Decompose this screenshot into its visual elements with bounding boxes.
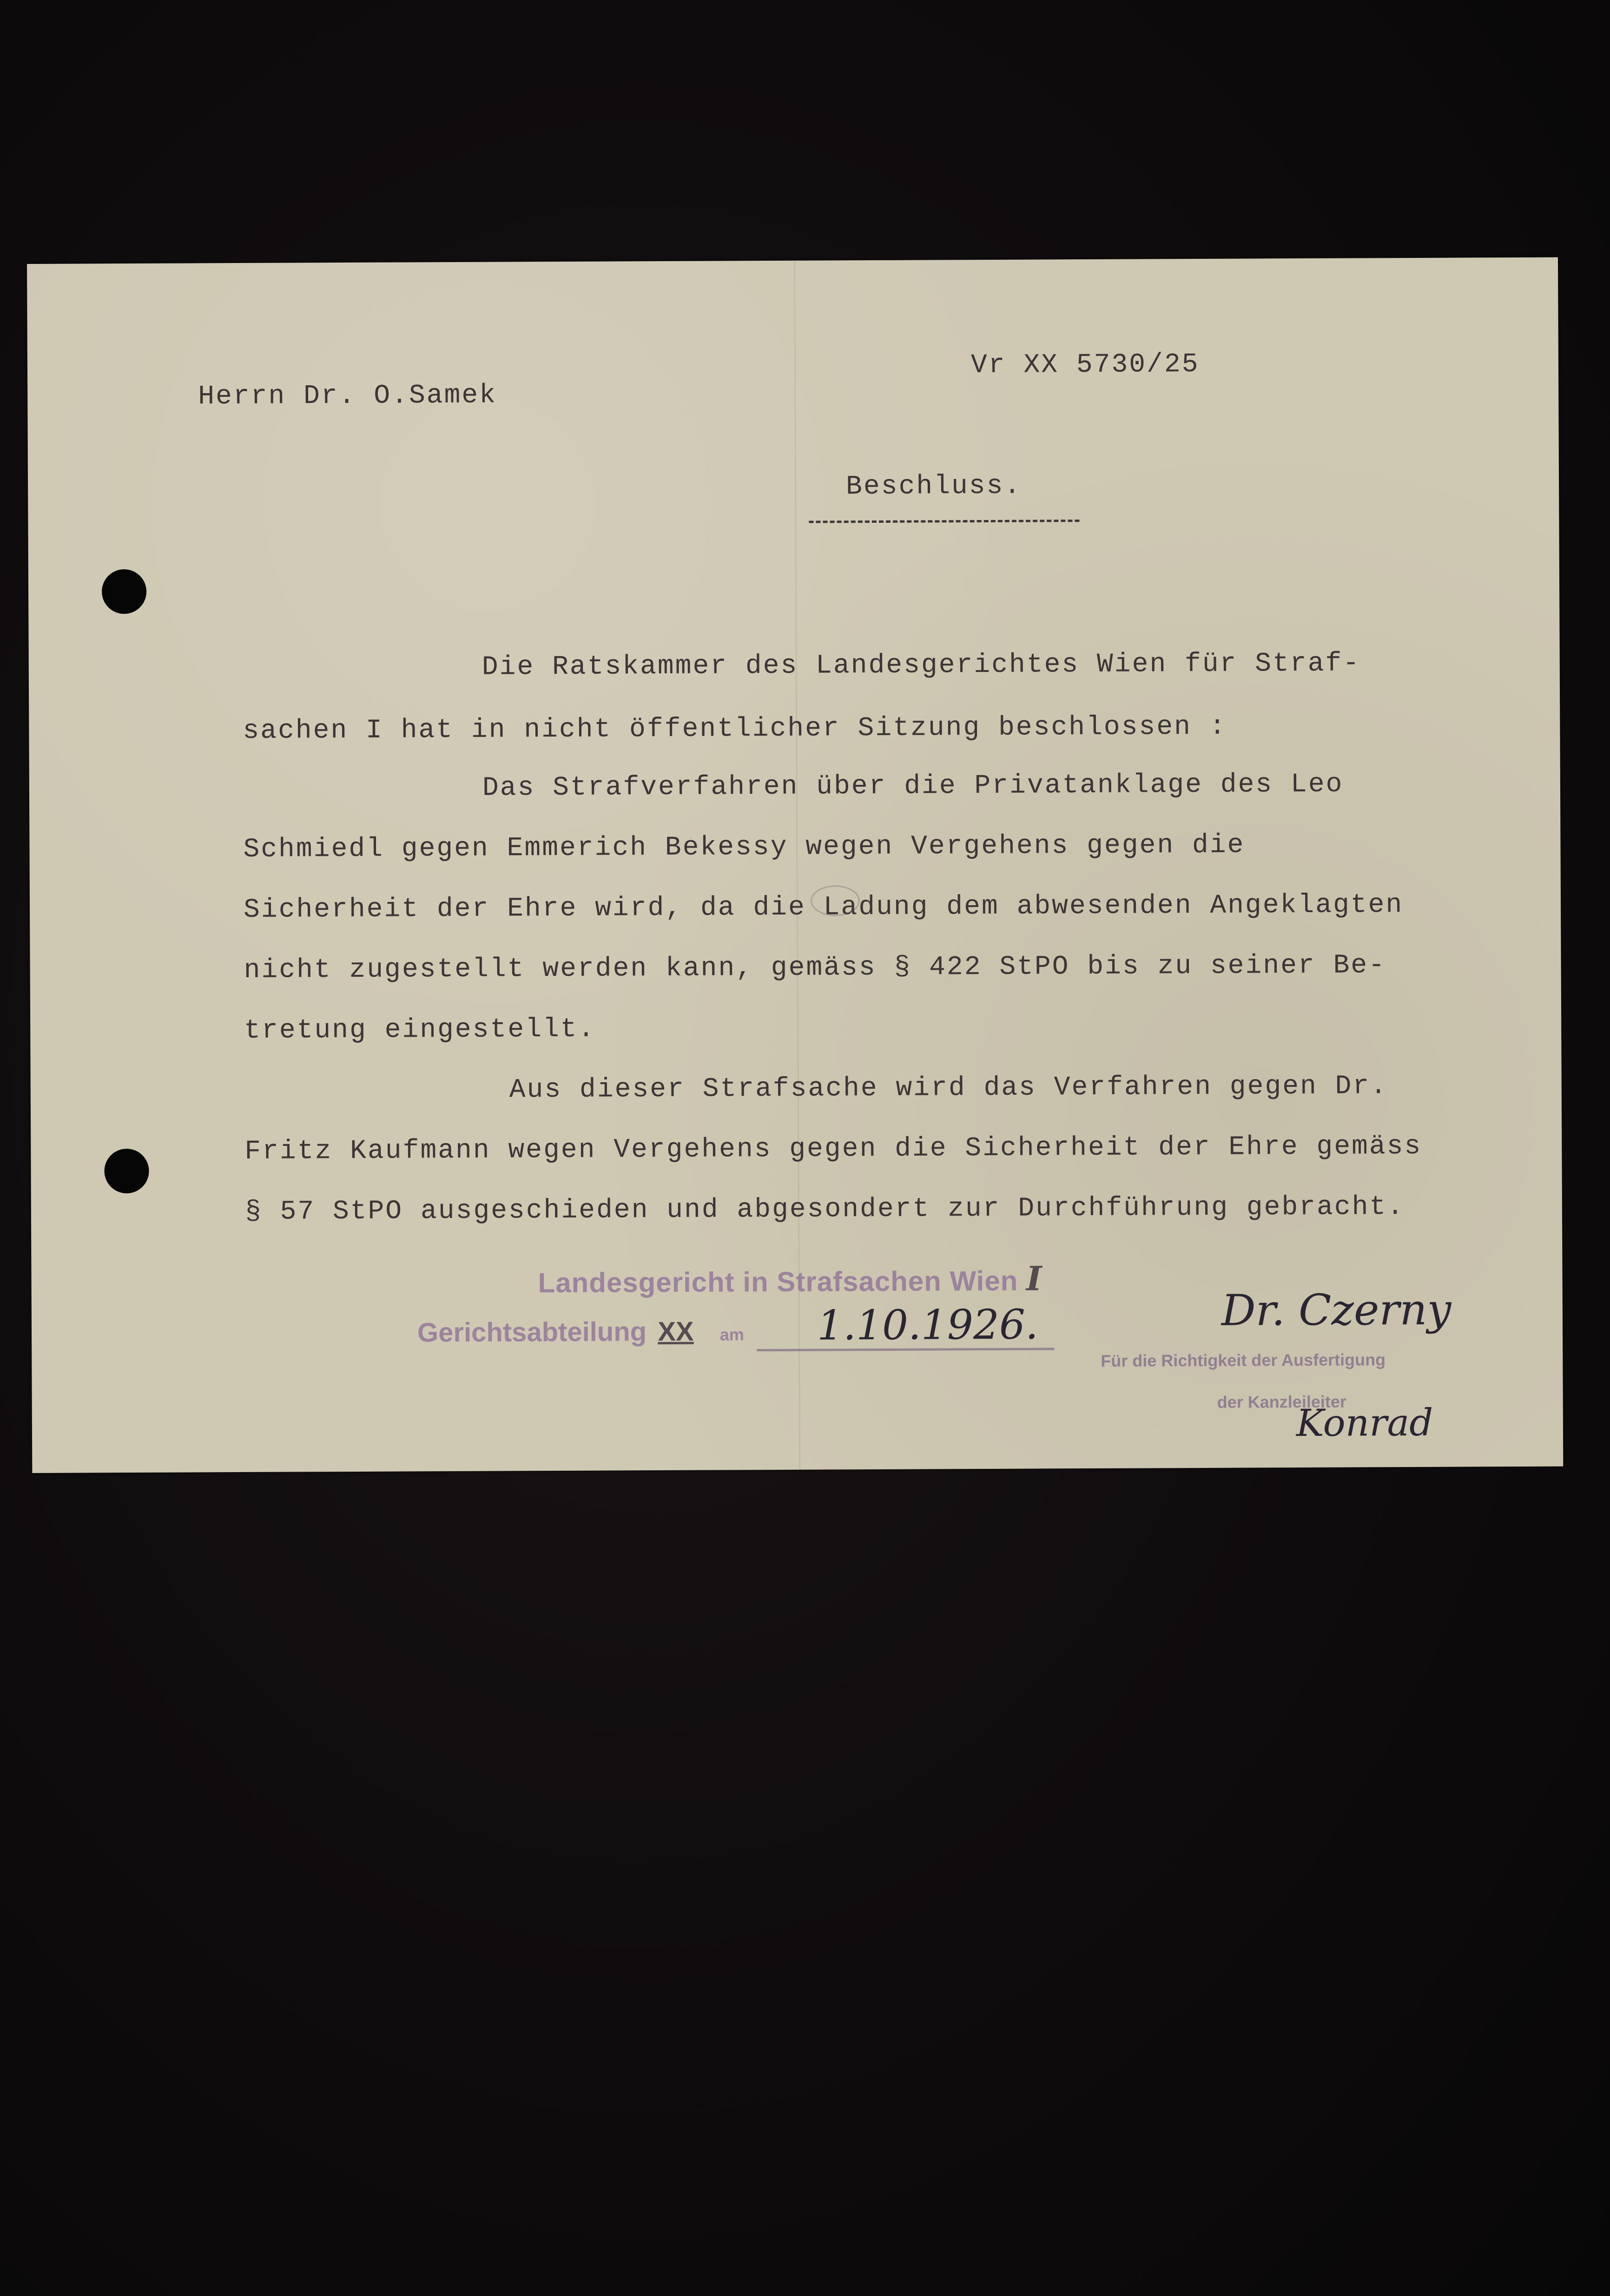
file-number: Vr XX 5730/25	[970, 349, 1200, 381]
department-label: Gerichtsabteilung	[417, 1316, 647, 1348]
body-line-8: Aus dieser Strafsache wird das Verfahren gegen Dr.	[509, 1071, 1388, 1105]
court-stamp-name: Landesgericht in Strafsachen Wien	[538, 1265, 1018, 1299]
clerk-signature: Konrad	[1296, 1401, 1433, 1445]
court-stamp	[538, 1258, 1042, 1300]
department-stamp	[417, 1316, 744, 1348]
title-underline	[809, 520, 1079, 523]
body-line-4: Schmiedl gegen Emmerich Bekessy wegen Vergehens gegen die	[243, 830, 1245, 865]
body-line-9: Fritz Kaufmann wegen Vergehens gegen die Sicherheit der Ehre gemäss	[244, 1131, 1422, 1167]
body-line-6: nicht zugestellt werden kann, gemäss § 422 StPO bis zu seiner Be-	[244, 950, 1386, 986]
certification-line-1: Für die Richtigkeit der Ausfertigung	[1101, 1350, 1386, 1370]
body-line-3: Das Strafverfahren über die Privatanklage des Leo	[482, 769, 1344, 803]
body-line-7: tretung eingestellt.	[244, 1014, 596, 1046]
body-line-2: sachen I hat in nicht öffentlicher Sitzung beschlossen :	[243, 711, 1227, 746]
body-line-5: Sicherheit der Ehre wird, da die Ladung dem abwesenden Angeklagten	[243, 890, 1404, 925]
department-number: XX	[658, 1316, 694, 1347]
faint-seal	[811, 885, 860, 916]
date-prefix: am	[719, 1325, 744, 1344]
judge-signature: Dr. Czerny	[1221, 1284, 1452, 1335]
document-title: Beschluss.	[845, 471, 1022, 502]
document-page	[27, 257, 1563, 1473]
date-line	[757, 1348, 1054, 1351]
punch-hole-top	[102, 569, 146, 614]
body-line-10: § 57 StPO ausgeschieden und abgesondert zur Durchführung gebracht.	[244, 1192, 1405, 1227]
certification-line-2: der Kanzleileiter	[1217, 1392, 1346, 1412]
addressee: Herrn Dr. O.Samek	[198, 380, 497, 412]
body-line-1: Die Ratskammer des Landesgerichtes Wien für Straf-	[482, 648, 1361, 683]
handwritten-date: 1.10.1926.	[817, 1300, 1039, 1349]
court-stamp-number: I	[1026, 1258, 1043, 1298]
punch-hole-bottom	[104, 1149, 149, 1193]
